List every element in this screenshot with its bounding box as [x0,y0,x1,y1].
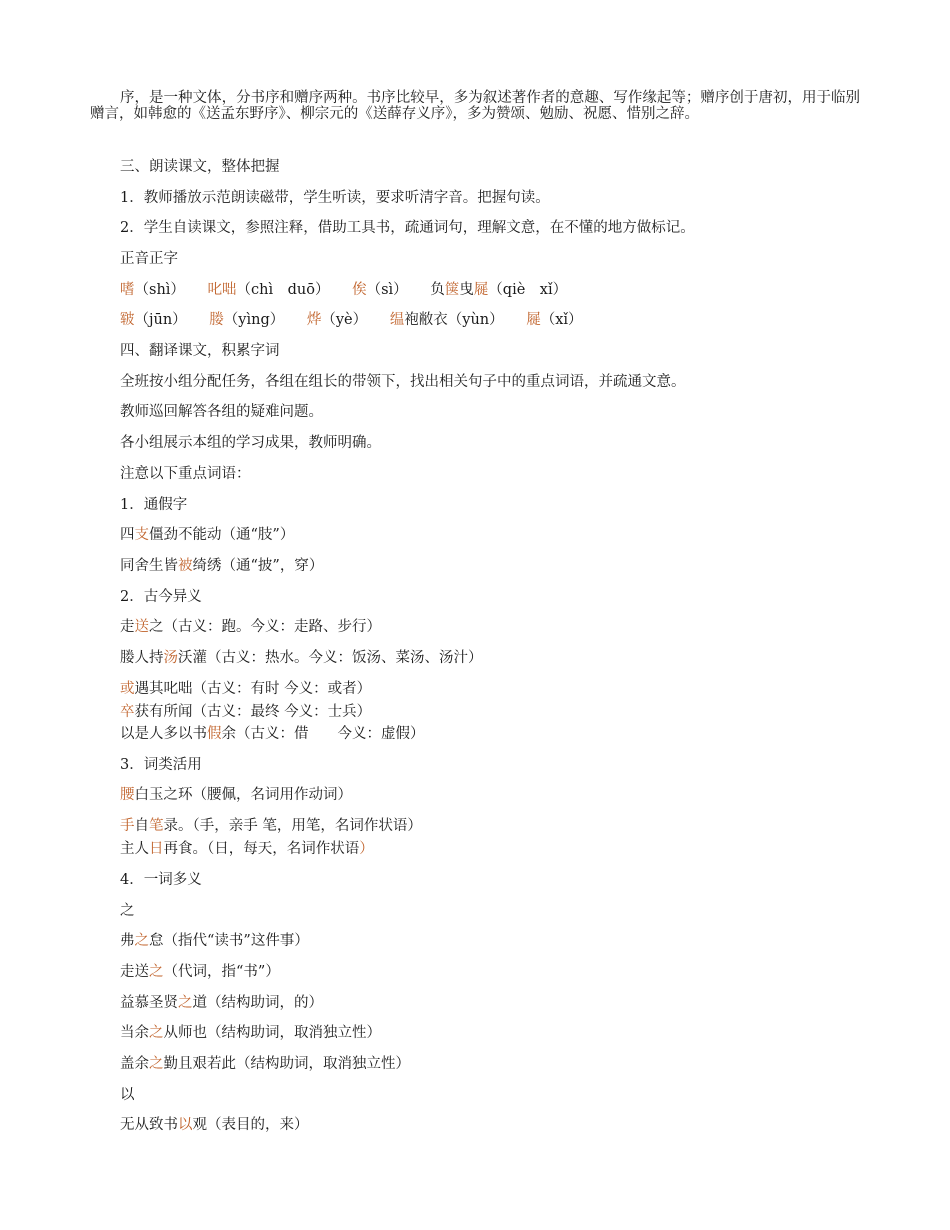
gujin-item: 卒获有所闻（古义：最终 今义：士兵） [120,704,372,720]
gujin-item: 媵人持汤沃灌（古义：热水。今义：饭汤、菜汤、汤汁） [120,650,483,666]
cilei-title: 3．词类活用 [120,757,202,773]
gujin-title: 2．古今异义 [120,589,202,605]
pron-item: 负箧曳屣（qiè xǐ） [430,282,568,298]
tongjia-item: 同舍生皆被绮绣（通“披”，穿） [120,558,324,574]
zhi-item: 走送之（代词，指“书”） [120,964,280,980]
gujin-item: 或遇其叱咄（古义：有时 今义：或者） [120,681,372,697]
tongjia-title: 1．通假字 [120,497,188,513]
pron-item: 缊袍敝衣（yùn） [389,312,504,328]
yici-title: 4．一词多义 [120,872,202,888]
task-2: 教师巡回解答各组的疑难问题。 [120,404,323,420]
section-4-heading: 四、翻译课文，积累字词 [120,343,280,359]
zhi-item: 当余之从师也（结构助词，取消独立性） [120,1025,381,1041]
pron-item: 媵（yìng） [209,312,285,328]
step-1: 1．教师播放示范朗读磁带，学生听读，要求听清字音。把握句读。 [120,190,550,206]
pronunciation-row-2 [120,311,583,329]
pron-item: 叱咄（chì duō） [207,282,330,298]
word-yi-heading: 以 [120,1087,135,1103]
cilei-item: 主人日再食。（日，每天，名词作状语） [120,841,374,857]
yi-item: 无从致书以观（表目的，来） [120,1117,309,1133]
section-3-heading: 三、朗读课文，整体把握 [120,159,280,175]
pron-item: 俟（sì） [352,282,408,298]
pron-item: 皲（jūn） [120,312,187,328]
cilei-item: 腰白玉之环（腰佩，名词用作动词） [120,787,352,803]
word-zhi-heading: 之 [120,903,135,919]
gujin-item: 走送之（古义：跑。今义：走路、步行） [120,619,381,635]
tongjia-item: 四支僵劲不能动（通“肢”） [120,527,295,543]
pron-item: 嗜（shì） [120,282,185,298]
zhi-item: 益慕圣贤之道（结构助词，的） [120,995,323,1011]
cilei-item: 手自笔录。（手，亲手 笔，用笔，名词作状语） [120,818,422,834]
task-1: 全班按小组分配任务，各组在组长的带领下，找出相关句子中的重点词语，并疏通文意。 [120,374,686,390]
gujin-item: 以是人多以书假余（古义：借 今义：虚假） [120,726,425,742]
step-2: 2．学生自读课文，参照注释，借助工具书，疏通词句，理解文意，在不懂的地方做标记。 [120,220,695,236]
pron-item: 屣（xǐ） [526,312,583,328]
zhi-item: 盖余之勤且艰若此（结构助词，取消独立性） [120,1056,410,1072]
pronunciation-row-1 [120,281,567,299]
note-line: 注意以下重点词语： [120,466,251,482]
task-3: 各小组展示本组的学习成果，教师明确。 [120,435,381,451]
pron-item: 烨（yè） [306,312,368,328]
intro-paragraph: 序，是一种文体，分书序和赠序两种。书序比较早，多为叙述著作者的意趣、写作缘起等；赠序创于唐初，用于临别赠言，如韩愈的《送孟东野序》、柳宗元的《送薛存义序》，多为赞颂、勉励、祝愿、惜别之辞。 [90,90,860,122]
zhi-item: 弗之怠（指代“读书”这件事） [120,933,309,949]
pronunciation-title: 正音正字 [120,251,178,267]
